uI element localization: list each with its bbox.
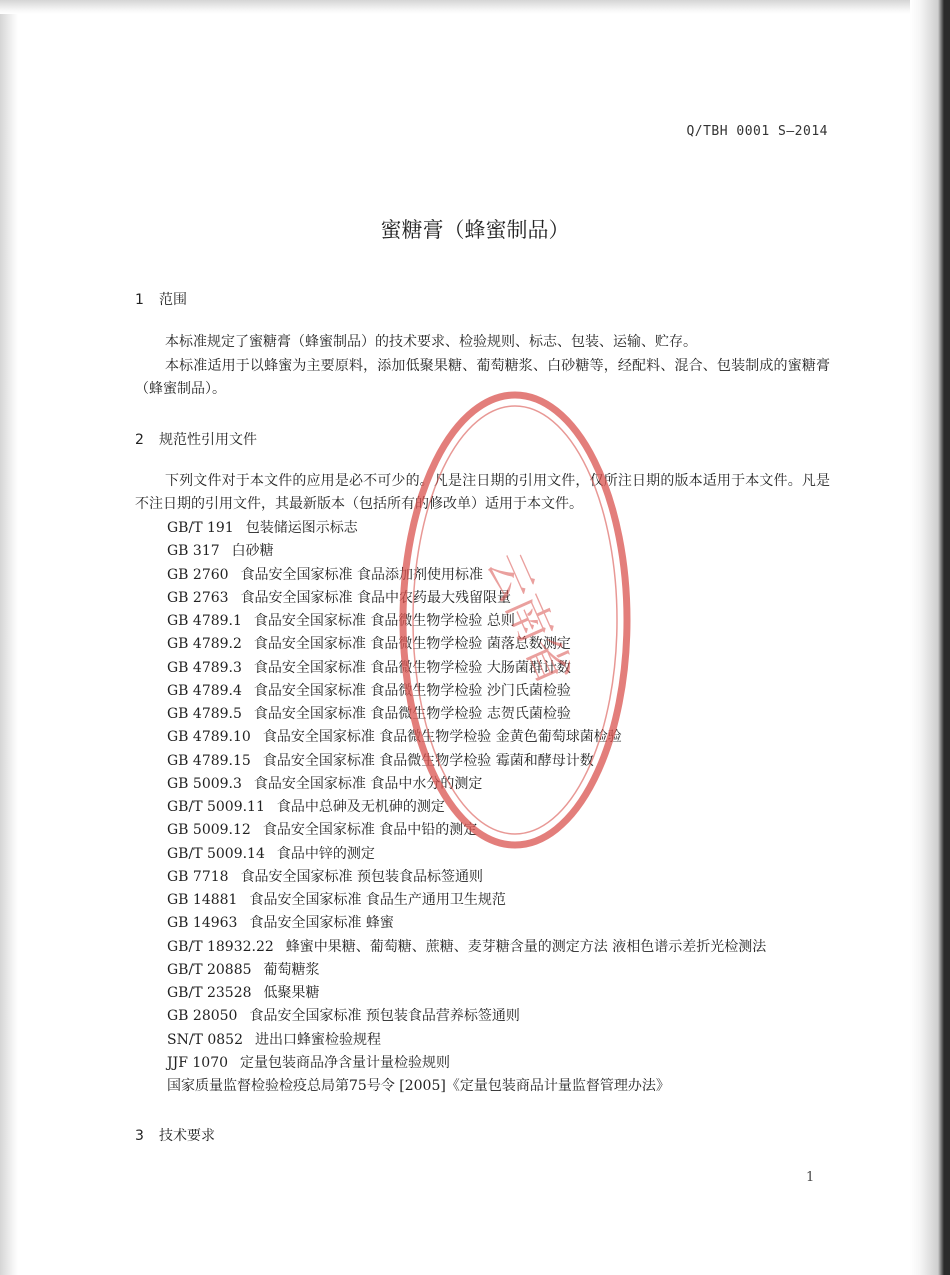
section-3-heading [135,1125,215,1145]
section-1-title: 范围 [159,292,187,308]
reference-item [167,680,766,703]
reference-code: GB/T 5009.14 [167,845,265,862]
reference-title: 低聚果糖 [263,985,320,1001]
reference-title: 葡萄糖浆 [263,961,320,978]
reference-code: GB 2760 [167,566,229,583]
section-1-paragraph-2: 本标准适用于以蜂蜜为主要原料，添加低聚果糖、葡萄糖浆、白砂糖等，经配料、混合、包装制成的蜜糖膏（蜂蜜制品）。 [135,358,830,397]
reference-item [167,912,766,935]
reference-title: 食品安全国家标准 食品微生物学检验 志贺氏菌检验 [253,706,571,722]
document-title: 蜜糖膏（蜂蜜制品） [380,218,570,242]
reference-item [167,726,766,749]
reference-code: GB 317 [167,543,220,560]
reference-title: 食品安全国家标准 食品微生物学检验 沙门氏菌检验 [253,682,571,699]
section-1-number: 1 [135,292,144,308]
reference-code: GB/T 18932.22 [167,938,274,955]
reference-item [167,1005,766,1028]
reference-title: 食品安全国家标准 食品中铅的测定 [262,822,478,839]
section-1-paragraph-1: 本标准规定了蜜糖膏（蜂蜜制品）的技术要求、检验规则、标志、包装、运输、贮存。 [165,334,697,350]
reference-code: GB/T 5009.11 [167,799,265,815]
scan-edge-left [0,0,18,1275]
reference-item [167,819,766,842]
reference-item [167,657,766,680]
reference-item [167,843,766,866]
reference-code: GB 2763 [167,589,229,606]
reference-code: GB 4789.3 [167,659,242,676]
section-2-number: 2 [135,432,144,448]
reference-item [167,936,766,959]
reference-title: 食品安全国家标准 食品添加剂使用标准 [240,566,484,583]
reference-code: GB 14881 [167,892,238,908]
section-2-title: 规范性引用文件 [159,432,257,448]
reference-item [167,1029,766,1052]
reference-title: 白砂糖 [231,543,274,560]
reference-title: 食品安全国家标准 食品生产通用卫生规范 [249,892,506,908]
reference-code: GB/T 23528 [167,985,252,1001]
reference-code: JJF 1070 [167,1054,229,1071]
reference-title: 食品安全国家标准 食品微生物学检验 金黄色葡萄球菌检验 [262,729,622,746]
reference-code: GB 4789.10 [167,729,251,746]
reference-item [167,750,766,773]
scan-edge-top [0,0,950,14]
reference-code: GB 5009.3 [167,775,242,792]
reference-title: 食品安全国家标准 食品中农药最大残留限量 [240,589,512,606]
reference-title: 食品安全国家标准 食品微生物学检验 总则 [253,613,515,629]
section-1-heading [135,289,187,309]
section-3-number: 3 [135,1128,144,1144]
reference-item [167,982,766,1005]
reference-title: 食品安全国家标准 预包装食品标签通则 [240,868,484,885]
reference-item [167,773,766,796]
reference-title: 食品安全国家标准 食品微生物学检验 菌落总数测定 [253,636,571,653]
reference-item [167,889,766,912]
reference-title: 蜂蜜中果糖、葡萄糖、蔗糖、麦芽糖含量的测定方法 液相色谱示差折光检测法 [285,938,767,955]
reference-item [167,610,766,633]
reference-code: GB/T 191 [167,520,234,536]
reference-title: 包装储运图示标志 [245,520,358,536]
section-3-title: 技术要求 [159,1128,215,1144]
section-2-intro: 下列文件对于本文件的应用是必不可少的。凡是注日期的引用文件，仅所注日期的版本适用于本文件。凡是不注日期的引用文件，其最新版本（包括所有的修改单）适用于本文件。 [135,473,830,512]
svg-text:云南省: 云南省 [476,544,583,693]
reference-code: GB 4789.15 [167,752,251,769]
reference-code: GB 4789.2 [167,636,242,653]
reference-code: GB 5009.12 [167,822,251,839]
reference-code: GB 4789.1 [167,613,242,629]
reference-code: GB 28050 [167,1008,238,1025]
reference-title: 食品中总砷及无机砷的测定 [276,799,445,815]
reference-code: GB/T 20885 [167,961,252,978]
reference-item [167,587,766,610]
reference-item [167,959,766,982]
standard-code: Q/TBH 0001 S—2014 [686,124,828,139]
reference-list [167,517,766,1098]
reference-code: GB 4789.5 [167,706,242,722]
reference-item [167,1075,766,1098]
reference-item [167,1052,766,1075]
reference-item [167,540,766,563]
reference-title: 食品安全国家标准 食品微生物学检验 霉菌和酵母计数 [262,752,594,769]
reference-item [167,796,766,819]
reference-title: 定量包装商品净含量计量检验规则 [240,1054,451,1071]
reference-code: GB 4789.4 [167,682,242,699]
reference-item [167,703,766,726]
reference-item [167,517,766,540]
reference-title: 国家质量监督检验检疫总局第75号令 [2005]《定量包装商品计量监督管理办法》 [167,1078,670,1094]
reference-title: 进出口蜂蜜检验规程 [254,1031,381,1048]
reference-item [167,633,766,656]
page-number: 1 [806,1170,815,1185]
reference-item [167,866,766,889]
reference-code: GB 14963 [167,915,238,932]
reference-item [167,564,766,587]
reference-code: GB 7718 [167,868,229,885]
reference-code: SN/T 0852 [167,1031,243,1048]
reference-title: 食品安全国家标准 食品中水分的测定 [253,775,483,792]
reference-title: 食品安全国家标准 食品微生物学检验 大肠菌群计数 [253,659,571,676]
scan-edge-right [910,0,950,1275]
reference-title: 食品中锌的测定 [276,845,375,862]
reference-title: 食品安全国家标准 蜂蜜 [249,915,394,932]
section-2-heading [135,429,257,449]
reference-title: 食品安全国家标准 预包装食品营养标签通则 [249,1008,520,1025]
